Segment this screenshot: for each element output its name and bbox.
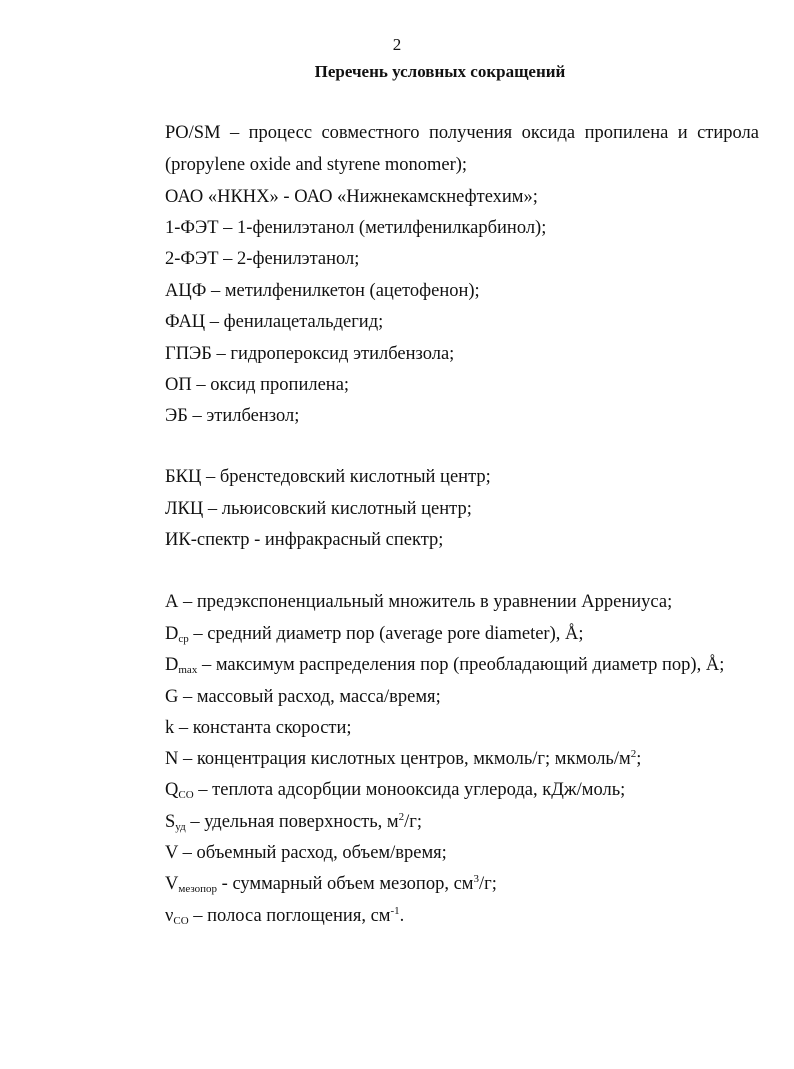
definition-end: . xyxy=(399,906,405,926)
definition-end: /г; xyxy=(479,874,497,894)
page-title: Перечень условных сокращений xyxy=(314,62,566,81)
symbol: D xyxy=(165,655,179,675)
symbol: D xyxy=(165,624,179,644)
symbol: ν xyxy=(165,906,174,926)
symbol: Q xyxy=(165,780,179,800)
symbol: V xyxy=(165,874,179,894)
abbreviation-entry: ИК-спектр - инфракрасный спектр; xyxy=(165,530,444,550)
superscript: 3 xyxy=(473,873,479,885)
symbol-subscript: CO xyxy=(173,915,189,927)
symbol-subscript: CO xyxy=(178,789,194,801)
symbol-entry-k: k – константа скорости; xyxy=(165,718,352,738)
definition: – максимум распределения пор (преобладающий диаметр пор), Å; xyxy=(197,655,725,675)
symbol-subscript: ср xyxy=(178,633,189,645)
page-number: 2 xyxy=(392,35,402,54)
abbreviation-entry: 2-ФЭТ – 2-фенилэтанол; xyxy=(165,249,360,269)
abbreviation-entry: ОАО «НКНХ» - ОАО «Нижнекамскнефтехим»; xyxy=(165,187,538,207)
symbol-subscript: уд xyxy=(175,821,186,833)
superscript: 2 xyxy=(398,811,405,823)
symbol-entry-g: G – массовый расход, масса/время; xyxy=(165,687,441,707)
symbol-entry-q-co xyxy=(165,779,625,801)
abbreviation-entry: PO/SM – процесс совместного получения оксида пропилена и стирола xyxy=(165,123,759,143)
symbol-subscript: max xyxy=(178,664,198,676)
abbreviation-entry: БКЦ – бренстедовский кислотный центр; xyxy=(165,467,491,487)
abbreviation-entry: ЛКЦ – льюисовский кислотный центр; xyxy=(165,499,472,519)
abbreviation-entry: ОП – оксид пропилена; xyxy=(165,375,350,395)
abbreviation-entry: 1-ФЭТ – 1-фенилэтанол (метилфенилкарбинол); xyxy=(165,218,547,238)
definition: N – концентрация кислотных центров, мкмоль/г; мкмоль/м xyxy=(165,749,631,769)
symbol-entry-n xyxy=(165,748,641,770)
abbreviation-entry: АЦФ – метилфенилкетон (ацетофенон); xyxy=(165,281,480,301)
abbreviation-entry: ГПЭБ – гидропероксид этилбензола; xyxy=(165,344,455,364)
symbol-entry-d-max xyxy=(165,654,724,676)
symbol-entry-d-avg xyxy=(165,623,584,645)
abbreviation-entry: ФАЦ – фенилацетальдегид; xyxy=(165,312,384,332)
symbol-entry-a: А – предэкспоненциальный множитель в уравнении Аррениуса; xyxy=(165,592,673,612)
symbol: S xyxy=(165,812,176,832)
superscript: 2 xyxy=(630,748,637,760)
abbreviation-entry: ЭБ – этилбензол; xyxy=(165,406,300,426)
definition: – теплота адсорбции монооксида углерода, кДж/моль; xyxy=(193,780,626,800)
definition: - суммарный объем мезопор, см xyxy=(217,874,474,894)
definition-end: ; xyxy=(636,749,642,769)
definition-end: /г; xyxy=(404,812,422,832)
symbol-entry-v-mesopore xyxy=(165,873,497,895)
symbol-entry-nu-co xyxy=(165,905,404,927)
symbol-subscript: мезопор xyxy=(178,883,218,895)
definition: – полоса поглощения, см xyxy=(188,906,391,926)
superscript: -1 xyxy=(390,905,400,917)
definition: – средний диаметр пор (average pore diameter), Å; xyxy=(188,624,584,644)
abbreviation-entry: (propylene oxide and styrene monomer); xyxy=(165,155,468,175)
symbol-entry-v: V – объемный расход, объем/время; xyxy=(165,843,447,863)
definition: – удельная поверхность, м xyxy=(185,812,399,832)
symbol-entry-s-ud xyxy=(165,811,422,833)
